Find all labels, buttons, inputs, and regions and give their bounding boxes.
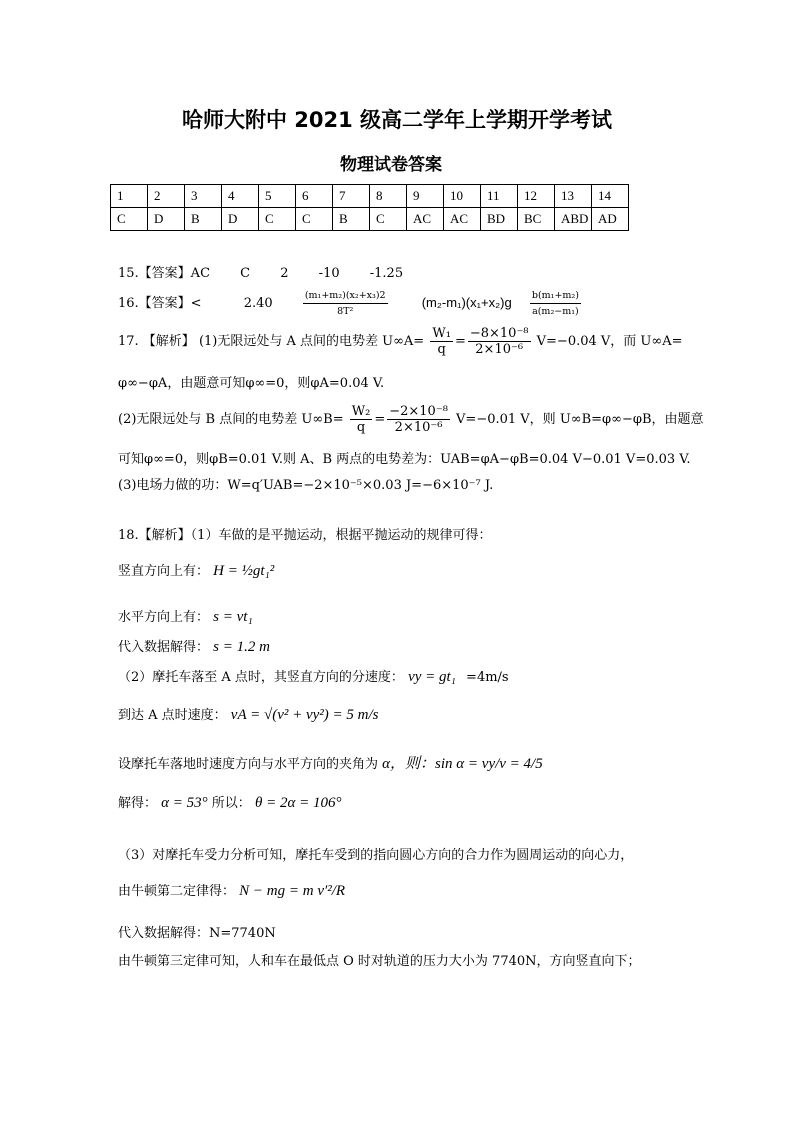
equation: N − mg = m v′²/R (239, 883, 346, 899)
table-cell-number: 14 (592, 185, 629, 208)
table-cell-number: 9 (407, 185, 444, 208)
equation: s = 1.2 m (213, 639, 270, 655)
table-row-answers (111, 208, 629, 231)
equation: H = ½gt₁² (213, 563, 275, 579)
text: 所以： (211, 796, 251, 811)
equation: α = 53° (161, 795, 208, 811)
numerator: (m₁+m₂)(x₂+x₃)2 (303, 288, 388, 304)
table-cell-number: 4 (222, 185, 259, 208)
table-cell-number: 12 (518, 185, 555, 208)
q18-p3: （3）对摩托车受力分析可知，摩托车受到的指向圆心方向的合力作为圆周运动的向心力， (118, 848, 634, 863)
q18-p2-line (118, 666, 509, 686)
table-cell-number: 2 (148, 185, 185, 208)
fraction (430, 326, 453, 357)
text: 水平方向上有： (118, 610, 210, 625)
q17-paragraph-1: 17. 【解析】 (1)无限远处与 A 点间的电势差 U∞A= $\frac{\text{W₁}}{q}$ = $\frac{\text{−8×10⁻⁸}}{\text{2×10⁻⁶}}$ V=−0.04 V，而 U∞A= (118, 326, 683, 357)
text: (2)无限远处与 B 点间的电势差 U∞B= (118, 412, 344, 427)
equation: s = vt₁ (213, 609, 253, 625)
denominator: q (437, 342, 446, 357)
table-cell-answer: C (111, 208, 148, 231)
table-row-numbers (111, 185, 629, 208)
q16-expression: (m₂-m₁)(x₁+x₂)g (421, 295, 512, 310)
table-cell-number: 6 (296, 185, 333, 208)
q18-newton2-line (118, 880, 345, 900)
q18-newton3: 由牛顿第三定律可知，人和车在最低点 O 时对轨道的压力大小为 7740N，方向竖直向下； (118, 954, 641, 969)
table-cell-answer: BD (481, 208, 518, 231)
table-cell-number: 13 (555, 185, 592, 208)
numerator: W₂ (351, 404, 371, 419)
equation: α，则：sin α = vy/v = 4/5 (382, 756, 543, 772)
denominator: a(m₂−m₁) (532, 306, 579, 317)
q17-paragraph-2: (2)无限远处与 B 点间的电势差 U∞B= $\frac{\text{W₂}}{q}$ = $\frac{\text{−2×10⁻⁸}}{\text{2×10⁻⁶}}$ V=−0.01 V，则 U∞B=φ∞−φB，由题意 (118, 404, 704, 435)
text: V=−0.01 V，则 U∞B=φ∞−φB，由题意 (456, 412, 704, 427)
table-cell-answer: D (222, 208, 259, 231)
value: =4m/s (466, 670, 509, 685)
q18-intro: 18.【解析】（1）车做的是平抛运动，根据平抛运动的规律可得： (118, 528, 492, 543)
denominator: 2×10⁻⁶ (475, 342, 524, 357)
table-cell-number: 10 (444, 185, 481, 208)
q16-fraction-2 (530, 288, 581, 319)
table-cell-number: 11 (481, 185, 518, 208)
table-cell-number: 7 (333, 185, 370, 208)
table-cell-answer: C (259, 208, 296, 231)
table-cell-answer: ABD (555, 208, 592, 231)
text: 解得： (118, 796, 158, 811)
q17-paragraph-1-cont: φ∞−φA，由题意可知φ∞=0，则φA=0.04 V. (118, 376, 385, 391)
q15-val: -1.25 (369, 266, 404, 281)
fraction (350, 404, 373, 435)
q15-val: C (240, 266, 251, 281)
denominator: 2×10⁻⁶ (394, 420, 443, 435)
q17-paragraph-2-cont: 可知φ∞=0，则φB=0.01 V.则 A、B 两点的电势差为：UAB=φA−φB=0.04 V−0.01 V=0.03 V. (118, 452, 691, 467)
text: 由牛顿第二定律得： (118, 884, 236, 899)
equation: vy = gt₁ (408, 669, 456, 685)
q18-angle-line (118, 752, 543, 773)
table-cell-answer: C (370, 208, 407, 231)
q18-reach-line (118, 704, 379, 724)
fraction (387, 404, 450, 435)
q15-line (118, 262, 403, 281)
q18-solve-line (118, 792, 341, 812)
table-cell-answer: B (333, 208, 370, 231)
q16-fraction-1 (303, 288, 388, 319)
table-cell-answer: AC (407, 208, 444, 231)
table-cell-number: 1 (111, 185, 148, 208)
q18-vertical-line (118, 560, 274, 580)
table-cell-number: 3 (185, 185, 222, 208)
denominator: q (356, 420, 366, 435)
table-cell-answer: B (185, 208, 222, 231)
table-cell-number: 8 (370, 185, 407, 208)
q17-paragraph-3: (3)电场力做的功：W=q′UAB=−2×10⁻⁵×0.03 J=−6×10⁻⁷ J. (118, 478, 494, 493)
q15-val: 2 (280, 266, 289, 281)
table-cell-answer: AD (592, 208, 629, 231)
table-cell-answer: AC (444, 208, 481, 231)
text: 到达 A 点时速度： (118, 708, 227, 723)
text: 设摩托车落地时速度方向与水平方向的夹角为 (118, 757, 379, 772)
q15-label: 15.【答案】AC (118, 266, 211, 281)
q15-val: -10 (318, 266, 340, 281)
fraction (468, 326, 531, 357)
q18-sub1-line (118, 636, 270, 656)
denominator: 8T² (337, 306, 354, 317)
table-cell-answer: BC (518, 208, 555, 231)
numerator: b(m₁+m₂) (530, 288, 581, 304)
text: 代入数据解得： (118, 640, 210, 655)
page-title: 哈师大附中 2021 级高二学年上学期开学考试 (181, 108, 613, 132)
numerator: −2×10⁻⁸ (389, 404, 448, 419)
table-cell-answer: D (148, 208, 185, 231)
q18-sub3: 代入数据解得：N=7740N (118, 926, 276, 941)
q16-line (118, 288, 583, 319)
equation: vA = √(v² + vy²) = 5 m/s (230, 707, 379, 723)
text: 竖直方向上有： (118, 564, 210, 579)
text: 17. 【解析】 (1)无限远处与 A 点间的电势差 U∞A= (118, 334, 425, 349)
numerator: W₁ (432, 326, 451, 341)
q18-horizontal-line (118, 606, 253, 626)
q16-value: 2.40 (243, 296, 273, 311)
table-cell-answer: C (296, 208, 333, 231)
text: V=−0.04 V，而 U∞A= (536, 334, 683, 349)
text: （2）摩托车落至 A 点时，其竖直方向的分速度： (118, 670, 404, 685)
equation: θ = 2α = 106° (254, 795, 342, 811)
numerator: −8×10⁻⁸ (469, 326, 529, 341)
page-subtitle: 物理试卷答案 (340, 155, 442, 175)
answer-table (110, 184, 629, 231)
q16-label: 16.【答案】< (118, 296, 202, 311)
table-cell-number: 5 (259, 185, 296, 208)
